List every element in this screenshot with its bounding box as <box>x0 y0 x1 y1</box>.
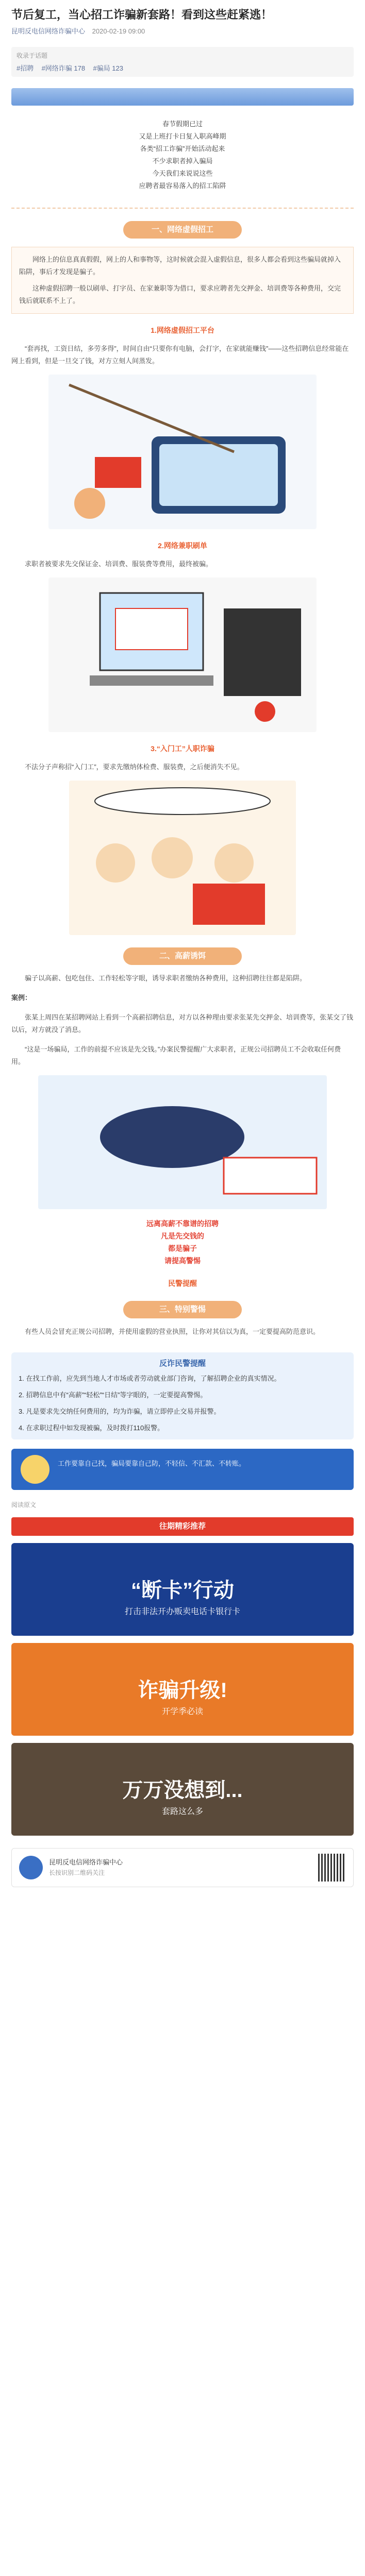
phone-screen-icon <box>224 1158 317 1194</box>
scam-character-icon <box>224 608 301 696</box>
illustration-phone-fishing <box>48 375 317 529</box>
tip-item: 1. 在找工作前，应先到当地人才市场或者劳动就业部门咨询，了解招聘企业的真实情况。 <box>19 1375 281 1382</box>
card-subtitle: 套路这么多 <box>161 1807 203 1816</box>
account-logo-icon <box>19 1856 43 1879</box>
article-date: 2020-02-19 09:00 <box>92 27 145 35</box>
read-original-link[interactable]: 阅读原文 <box>11 1501 37 1509</box>
phone-fishing-svg <box>48 375 317 529</box>
red-warning-block <box>0 1217 365 1267</box>
section-heading-3: 三、特别警惕 <box>123 1301 242 1318</box>
tip-heading: 反诈民警提醒 <box>159 1359 206 1368</box>
recommend-card-1[interactable] <box>11 1543 354 1636</box>
qr-hint: 长按识别二维码关注 <box>49 1869 105 1876</box>
illustration-scam-computer <box>48 578 317 732</box>
case-label: 案例： <box>11 994 32 1002</box>
article-source[interactable]: 昆明反电信网络诈骗中心 <box>11 27 86 35</box>
subheading-2-para: 求职者被要求先交保证金、培训费、服装费等费用，最终被骗。 <box>25 560 213 568</box>
card-subtitle: 开学季必读 <box>161 1707 203 1716</box>
section-1-para-1: 网络上的信息真真假假，网上的人和事物等，这时候就会混入虚假信息，很多人都会看到这些骗局就掉入陷阱，事后才发现是骗子。 <box>19 256 341 276</box>
card-subtitle: 打击非法开办贩卖电话卡银行卡 <box>124 1607 240 1616</box>
trap-svg <box>38 1075 327 1209</box>
person-icon <box>152 837 193 878</box>
poem-line: 不少求职者掉入骗局 <box>152 157 213 165</box>
tip-item: 3. 凡是要求先交纳任何费用的，均为诈骗，请立即停止交易并报警。 <box>19 1408 221 1415</box>
red-warning-line: 远离高薪不靠谱的招聘 <box>146 1219 219 1228</box>
case-para-1: 张某上周四在某招聘网站上看到一个高薪招聘信息，对方以各种理由要求张某先交押金、培训费等，张某交了钱以后，对方就没了消息。 <box>11 1013 354 1033</box>
person-icon <box>96 843 135 883</box>
person-icon <box>214 843 254 883</box>
article-meta <box>11 26 354 36</box>
person-icon <box>74 488 105 519</box>
section-1-box <box>11 247 354 314</box>
section-3-para: 有些人员会冒充正规公司招聘，并使用虚假的营业执照，让你对其信以为真，一定要提高防范意识。 <box>25 1328 320 1335</box>
qr-code-icon[interactable] <box>318 1854 346 1882</box>
scam-computer-svg <box>48 578 317 732</box>
more-title: 往期精彩推荐 <box>11 1517 354 1536</box>
topic-label: 收录于话题 <box>16 52 48 59</box>
poem-line: 又是上班打卡日复入职高峰期 <box>139 132 226 140</box>
illustration-trap <box>38 1075 327 1209</box>
tag-1[interactable]: #招聘 <box>16 64 34 72</box>
top-banner-image <box>11 88 354 106</box>
anti-fraud-tip-box <box>11 1352 354 1439</box>
slogan-text: 工作要靠自己找，骗局要靠自己防，不轻信、不汇款、不转账。 <box>58 1460 246 1467</box>
article-header <box>0 0 365 40</box>
poem-line: 各类“招工诈骗”开始活动起来 <box>140 145 225 152</box>
illustration-crowd <box>69 781 296 935</box>
subheading-2: 2.网络兼职刷单 <box>158 541 207 550</box>
speech-bubble-icon <box>95 788 270 815</box>
crowd-svg <box>69 781 296 935</box>
account-name: 昆明反电信网络诈骗中心 <box>49 1858 123 1866</box>
bait-card-icon <box>95 457 141 488</box>
topic-tagbar <box>11 47 354 77</box>
section-heading-2: 二、高薪诱饵 <box>123 947 242 965</box>
article-title: 节后复工，当心招工诈骗新套路！看到这些赶紧逃！ <box>11 8 273 21</box>
tag-3[interactable]: #骗局 123 <box>93 64 124 72</box>
subheading-1: 1.网络虚假招工平台 <box>151 326 214 334</box>
police-avatar-icon <box>21 1455 49 1484</box>
section-1-para-2: 这种虚假招聘一般以刷单、打字员、在家兼职等为借口，要求应聘者先交押金、培训费等各种费用，交完钱后就联系不上了。 <box>19 284 341 304</box>
subheading-1-para: “套再找，工资日结，多劳多得”，时间自由“只要你有电脑，会打字，在家就能赚钱”——这些招聘信息经常能在网上看到，但是一旦交了钱，对方立刻人间蒸发。 <box>11 345 349 365</box>
poem-line: 春节假期已过 <box>162 120 203 128</box>
keyboard-icon <box>90 675 213 686</box>
slogan-bar <box>11 1449 354 1490</box>
card-title: 诈骗升级! <box>138 1679 227 1702</box>
tag-2[interactable]: #网络诈骗 178 <box>41 64 86 72</box>
tip-item: 4. 在求职过程中如发现被骗，及时拨打110报警。 <box>19 1424 164 1432</box>
red-warning-line: 凡是先交钱的 <box>161 1232 204 1240</box>
subheading-3: 3.“入门工”人职诈骗 <box>151 744 214 753</box>
trap-pit-icon <box>100 1106 244 1168</box>
intro-poem <box>11 109 354 209</box>
police-tip-label: 民警提醒 <box>168 1279 197 1287</box>
subheading-3-para: 不法分子声称招“入门工”，要求先缴纳体检费、服装费，之后便消失不见。 <box>25 763 244 771</box>
section-2-para: 骗子以高薪、包吃包住、工作轻松等字眼，诱导求职者缴纳各种费用，这种招聘往往都是陷阱。 <box>25 974 307 982</box>
poem-line: 今天我们来说说这些 <box>152 170 213 177</box>
card-title: 万万没想到... <box>122 1779 243 1802</box>
poster-icon <box>193 884 265 925</box>
recommend-card-2[interactable] <box>11 1643 354 1736</box>
red-warning-line: 请提高警惕 <box>164 1257 201 1265</box>
case-para-2: “这是一场骗局，工作的前提不应该是先交钱。”办案民警提醒广大求职者，正规公司招聘员工不会收取任何费用。 <box>11 1045 341 1065</box>
card-title: “断卡”行动 <box>131 1579 234 1602</box>
red-warning-line: 都是骗子 <box>168 1244 197 1252</box>
poem-line: 应聘者最容易落入的招工陷阱 <box>139 182 226 190</box>
section-heading-1: 一、网络虚假招工 <box>123 221 242 239</box>
follow-qr-card[interactable] <box>11 1848 354 1887</box>
recommend-card-3[interactable] <box>11 1743 354 1836</box>
fishing-rod-icon <box>69 385 234 452</box>
tip-item: 2. 招聘信息中有“高薪”“轻松”“日结”等字眼的，一定要提高警惕。 <box>19 1391 207 1399</box>
